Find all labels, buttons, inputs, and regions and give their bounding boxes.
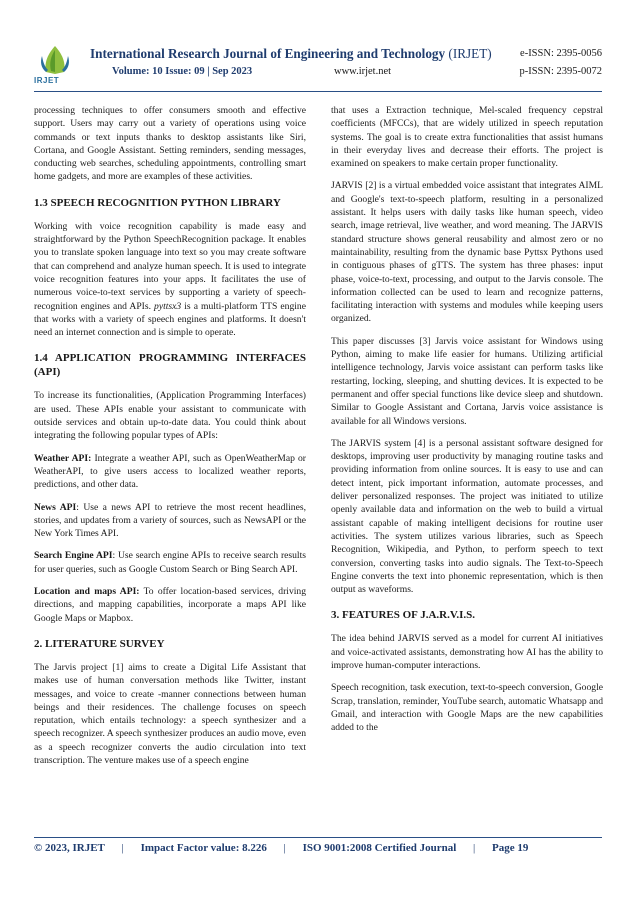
eissn: e-ISSN: 2395-0056: [520, 48, 602, 59]
journal-title: [90, 46, 492, 62]
section-heading: 3. FEATURES OF J.A.R.V.I.S.: [331, 609, 476, 622]
paragraph: [34, 452, 306, 492]
right-column: [331, 104, 603, 743]
paragraph-text: : Use search engine APIs to receive search results for user queries, such as Google Custom Search or Bing Search API.: [34, 550, 306, 575]
footer-separator: |: [473, 842, 476, 854]
paragraph: JARVIS [2] is a virtual embedded voice assistant that integrates AIML and Google's text-to-speech platform, resulting in a personalized assistant. It helps users with daily tasks like human speech, video search, image retrieval, live weather, and word meaning. The JARVIS standard structure shows general reusability and almost zero or no maintainability, resulting from the dynamic base Pyttsx Pythons used in contiguous phases of gTTS. The system has three phases: input phase, voice-to-text, processing, and output to the Jarvis console. The information collected can be used to learn and recognize patterns, facilitating interaction with systems and modules while keeping users organized.: [331, 180, 603, 325]
left-column: [34, 104, 306, 776]
emphasis-text: pyttsx3: [154, 300, 182, 312]
term-label: Location and maps API:: [34, 586, 140, 598]
paragraph: [34, 585, 306, 625]
term-label: News API: [34, 501, 77, 513]
paragraph: The idea behind JARVIS served as a model for current AI initiatives and voice-activated assistants, demonstrating how AI has the ability to improve human-computer interactions.: [331, 633, 603, 671]
footer-separator: |: [121, 842, 124, 854]
paragraph: The Jarvis project [1] aims to create a Digital Life Assistant that makes use of human conversation methods like Twitter, instant messages, and voice to create -manner connections between human beings and their residences. The challenge focuses on speech reputation, which entails technology: a speech synthesizer and a speech recognizer. A speech synthesizer produces an audio move, even as a speech recognizer converts the audio circulation into text transcription. The venture makes use of a speech engine: [34, 661, 306, 766]
section-heading: 1.4 APPLICATION PROGRAMMING INTERFACES (API): [34, 352, 306, 379]
paragraph: that uses a Extraction technique, Mel-scaled frequency cepstral coefficients (MFCCs), that are widely utilized in speech reputation systems. The goal is to create extra functionalities that assist humans in their everyday lives and decrease their efforts. The project is examined on speakers to make certain proper functionality.: [331, 105, 603, 170]
journal-header: [34, 44, 602, 88]
page-footer: [34, 842, 602, 854]
section-heading: 2. LITERATURE SURVEY: [34, 637, 165, 650]
term-label: Search Engine API: [34, 550, 113, 562]
journal-title-main: International Research Journal of Engineering and Technology: [90, 46, 446, 61]
logo-text: IRJET: [34, 76, 60, 85]
footer-iso: ISO 9001:2008 Certified Journal: [302, 842, 457, 854]
footer-separator: |: [283, 842, 286, 854]
footer-copyright: © 2023, IRJET: [34, 842, 105, 854]
paragraph: [34, 549, 306, 576]
footer-impact-factor: Impact Factor value: 8.226: [140, 842, 267, 854]
journal-title-abbr: (IRJET): [448, 46, 492, 61]
volume-issue: Volume: 10 Issue: 09 | Sep 2023: [112, 66, 253, 77]
paragraph: To increase its functionalities, (Application Programming Interfaces) are used. These APIs enable your assistant to communicate with outside services and obtain up-to-date data. You could think about integrating the following popular types of APIs:: [34, 390, 306, 442]
pissn: p-ISSN: 2395-0072: [519, 66, 602, 77]
paragraph: [34, 220, 306, 340]
paragraph: Speech recognition, task execution, text-to-speech conversion, Google Scrap, translation, reminder, YouTube search, automatic Whatsapp and Gmail, and interaction with Google Maps are the new capabilities added to the: [331, 682, 603, 734]
page-number: Page 19: [491, 842, 529, 854]
paragraph: The JARVIS system [4] is a personal assistant software designed for desktops, improving user productivity by managing routine tasks and providing information from online sources. It is easy to use and can detect intent, pick important information, automate processes, and deliver personalized responses. The project was initiated to utilize openly available data and information on the web to build a virtual assistant capable of making intelligent decisions for routine user activities. The system utilizes various libraries, such as Speech Recognition, Wikipedia, and Python, to perform speech to text conversion, converting tasks into audio signals. The Text-to-Speech Engine converts the text into phonemic representation, which is then output as waveforms.: [331, 437, 603, 596]
section-heading: 1.3 SPEECH RECOGNITION PYTHON LIBRARY: [34, 196, 281, 209]
paragraph-text: Integrate a weather API, such as OpenWeatherMap or WeatherAPI, to give users access to localized weather reports, predictions, and other data.: [34, 452, 306, 491]
footer-divider: [34, 837, 602, 838]
paragraph: This paper discusses [3] Jarvis voice assistant for Windows using Python, aiming to make life easier for humans. Utilizing artificial intelligence technology, Jarvis voice assistant can perform tasks like restarting, locking, sleeping, and shutting devices. It is expected to be permanent and offer special functions like device sleep and shutdown. Similar to Google Assistant and Cortana, Jarvis voice assistance is available for all Windows versions.: [331, 335, 603, 427]
paragraph-text: Working with voice recognition capability is made easy and straightforward by the Python SpeechRecognition package. It enables you to translate spoken language into text so you may create software that can comprehend and analyze human speech. It is used to integrate voice recognition features into your apps. It facilitates the use of numerous voice-to-text services by supporting a variety of speech-recognition engines and APIs.: [34, 220, 306, 312]
paragraph-text: To offer location-based services, driving directions, and mapping capabilities, incorporate a maps API like Google Maps or Mapbox.: [34, 586, 306, 624]
paragraph-text: : Use a news API to retrieve the most recent headlines, stories, and updates from a variety of sources, such as NewsAPI or the New York Times API.: [34, 501, 306, 540]
paragraph: [34, 501, 306, 541]
paragraph-text: is a multi-platform TTS engine that works with a variety of speech engines and platforms. It doesn't need an internet connection and is simple to operate.: [34, 300, 306, 339]
journal-website[interactable]: www.irjet.net: [334, 66, 392, 77]
paragraph: processing techniques to offer consumers smooth and effective support. Users may carry out a variety of operations using voice commands or text inputs thanks to desktop assistants like Siri, Cortana, and Google Assistant. Setting reminders, sending messages, conducting web searches, scheduling appointments, controlling smart home gadgets, and more are examples of these activities.: [34, 105, 306, 183]
header-divider: [34, 91, 602, 92]
term-label: Weather API:: [34, 452, 92, 464]
